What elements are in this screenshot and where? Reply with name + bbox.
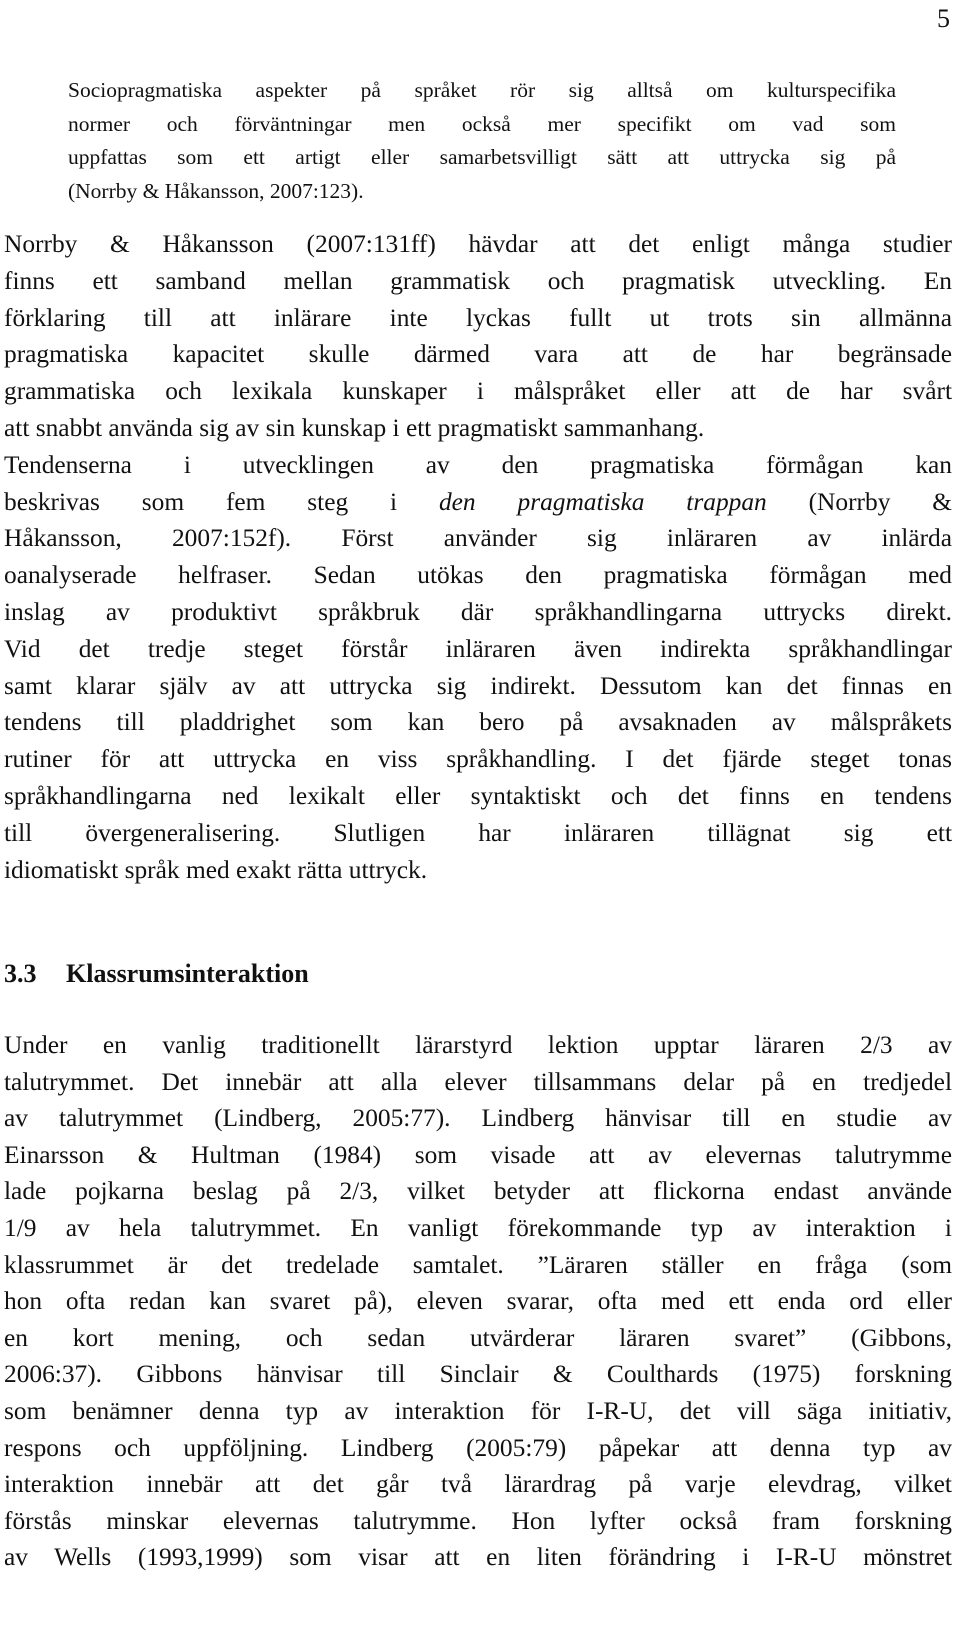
- text-line: till övergeneralisering. Slutligen har inläraren tillägnat sig ett: [4, 818, 952, 847]
- text-line: oanalyserade helfraser. Sedan utökas den pragmatiska förmågan med: [4, 561, 952, 590]
- text-line: pragmatiska kapacitet skulle därmed vara att de har begränsade: [4, 340, 952, 369]
- intro-paragraph: [0, 74, 960, 208]
- text-line: respons och uppföljning. Lindberg (2005:79) påpekar att denna typ av: [4, 1433, 952, 1462]
- text-line: Vid det tredje steget förstår inläraren även indirekta språkhandlingar: [4, 634, 952, 663]
- text-line: normer och förväntningar men också mer specifikt om vad som: [68, 111, 896, 136]
- text-line: interaktion innebär att det går två lärardrag på varje elevdrag, vilket: [4, 1470, 952, 1499]
- text-line: Sociopragmatiska aspekter på språket rör sig alltså om kulturspecifika: [68, 78, 896, 102]
- text-line: uppfattas som ett artigt eller samarbetsvilligt sätt att uttrycka sig på: [68, 145, 896, 169]
- body-paragraph-classroom: [0, 1027, 960, 1576]
- text-line: 2006:37). Gibbons hänvisar till Sinclair & Coulthards (1975) forskning: [4, 1360, 952, 1389]
- text-line: talutrymmet. Det innebär att alla elever tillsammans delar på en tredjedel: [4, 1067, 952, 1096]
- text-line: Håkansson, 2007:152f). Först använder sig inläraren av inlärda: [4, 524, 952, 553]
- text-line: hon ofta redan kan svaret på), eleven svarar, ofta med ett enda ord eller: [4, 1287, 952, 1316]
- text-line: förstås minskar elevernas talutrymme. Hon lyfter också fram forskning: [4, 1506, 952, 1535]
- text-line: idiomatiskt språk med exakt rätta uttryck.: [4, 855, 428, 884]
- text-line: av Wells (1993,1999) som visar att en liten förändring i I-R-U mönstret: [4, 1543, 952, 1572]
- text-line: att snabbt använda sig av sin kunskap i ett pragmatiskt sammanhang.: [4, 413, 705, 442]
- text-line: tendens till pladdrighet som kan bero på avsaknaden av målspråkets: [4, 708, 952, 737]
- text-line: Under en vanlig traditionellt lärarstyrd lektion upptar läraren 2/3 av: [4, 1031, 952, 1059]
- text-line-with-italic: [4, 484, 952, 521]
- section-title: Klassrumsinteraktion: [66, 959, 309, 988]
- text-line: Norrby & Håkansson (2007:131ff) hävdar att det enligt många studier: [4, 230, 952, 258]
- text-line: språkhandlingarna ned lexikalt eller syntaktiskt och det finns en tendens: [4, 781, 952, 810]
- text-line: som benämner denna typ av interaktion för I-R-U, det vill säga initiativ,: [4, 1396, 952, 1425]
- text-line: lade pojkarna beslag på 2/3, vilket betyder att flickorna endast använde: [4, 1177, 952, 1206]
- text-line: (Norrby & Håkansson, 2007:123).: [68, 178, 364, 203]
- text-line: rutiner för att uttrycka en viss språkhandling. I det fjärde steget tonas: [4, 745, 952, 774]
- text-line: Einarsson & Hultman (1984) som visade att av elevernas talutrymme: [4, 1140, 952, 1169]
- text-line: Tendenserna i utvecklingen av den pragmatiska förmågan kan: [4, 450, 952, 479]
- italic-term: den pragmatiska trappan: [438, 487, 767, 516]
- text-line: av talutrymmet (Lindberg, 2005:77). Lindberg hänvisar till en studie av: [4, 1104, 952, 1133]
- section-number: 3.3: [4, 959, 37, 988]
- section-heading: [4, 956, 309, 992]
- body-paragraph-pragmatics: [0, 226, 960, 888]
- text-line: 1/9 av hela talutrymmet. En vanligt förekommande typ av interaktion i: [4, 1213, 952, 1242]
- text-line: samt klarar själv av att uttrycka sig indirekt. Dessutom kan det finnas en: [4, 671, 952, 700]
- page-number: 5: [937, 4, 950, 33]
- text-line: finns ett samband mellan grammatisk och pragmatisk utveckling. En: [4, 266, 952, 295]
- text-line: förklaring till att inlärare inte lyckas fullt ut trots sin allmänna: [4, 303, 952, 332]
- text-line: grammatiska och lexikala kunskaper i målspråket eller att de har svårt: [4, 377, 952, 406]
- text-line: en kort mening, och sedan utvärderar läraren svaret” (Gibbons,: [4, 1323, 952, 1352]
- text-line: inslag av produktivt språkbruk där språkhandlingarna uttrycks direkt.: [4, 597, 952, 626]
- text-segment: beskrivas som fem steg i: [4, 487, 439, 516]
- text-segment: (Norrby &: [766, 487, 952, 516]
- text-line: klassrummet är det tredelade samtalet. ”Läraren ställer en fråga (som: [4, 1250, 952, 1279]
